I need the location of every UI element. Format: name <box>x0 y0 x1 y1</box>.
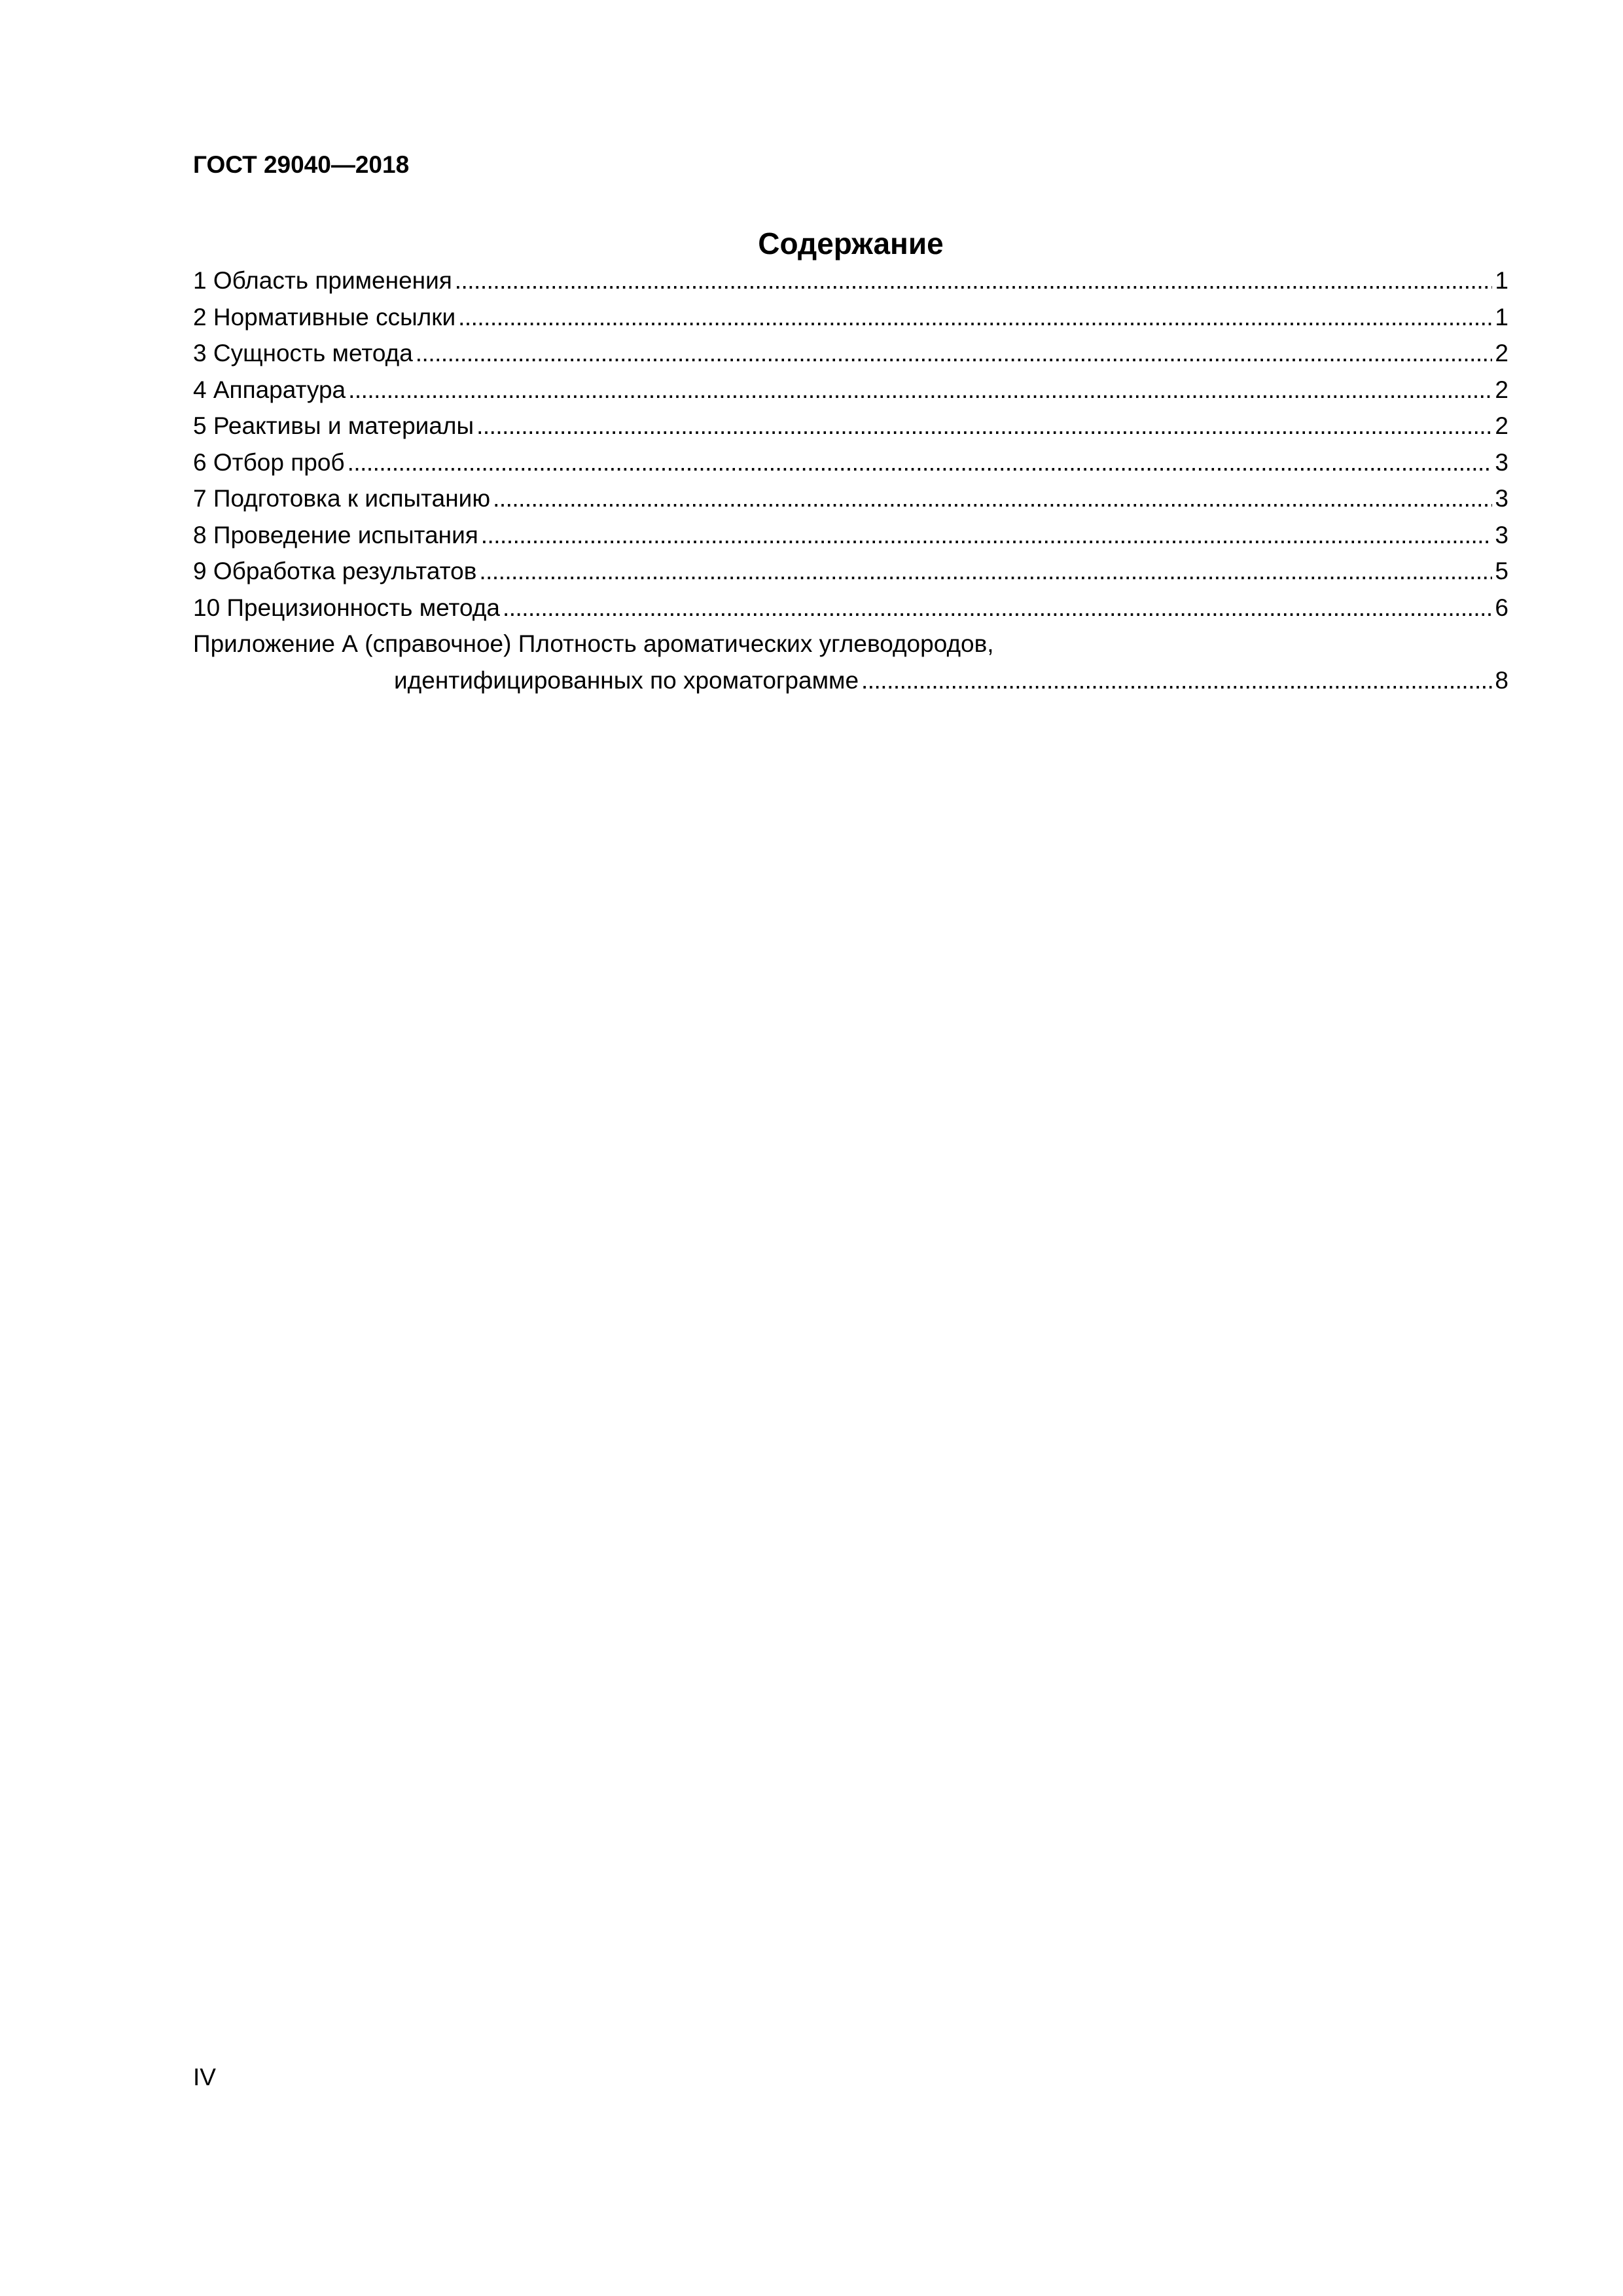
toc-entry-label: 4 Аппаратура <box>193 376 346 403</box>
toc-entry-sampling[interactable] <box>193 444 1508 481</box>
toc-entry-page: 8 <box>1495 666 1508 694</box>
toc-leader-dots <box>479 553 1492 590</box>
toc-entry-annex-a[interactable] <box>193 626 1508 698</box>
toc-entry-label: 3 Сущность метода <box>193 340 413 367</box>
toc-leader-dots <box>455 262 1493 299</box>
toc-entry-label: 1 Область применения <box>193 267 452 294</box>
toc-leader-dots <box>416 335 1493 372</box>
page-number: IV <box>193 2064 216 2090</box>
toc-leader-dots <box>476 408 1492 444</box>
toc-leader-dots <box>348 372 1492 408</box>
toc-entry-page: 1 <box>1495 267 1508 294</box>
toc-entry-page: 1 <box>1495 303 1508 331</box>
toc-entry-test-procedure[interactable] <box>193 517 1508 554</box>
toc-entry-label: 7 Подготовка к испытанию <box>193 485 491 512</box>
toc-entry-precision[interactable] <box>193 590 1508 626</box>
toc-entry-page: 3 <box>1495 521 1508 548</box>
toc-entry-label: 10 Прецизионность метода <box>193 594 500 621</box>
toc-leader-dots <box>493 480 1492 517</box>
toc-entry-page: 2 <box>1495 412 1508 439</box>
toc-entry-page: 6 <box>1495 594 1508 621</box>
toc-entry-label: 8 Проведение испытания <box>193 521 478 548</box>
toc-leader-dots <box>481 517 1493 554</box>
toc-entry-normative-references[interactable] <box>193 299 1508 336</box>
document-code: ГОСТ 29040—2018 <box>193 151 410 178</box>
toc-title: Содержание <box>758 226 944 260</box>
toc-annex-title-line1: Приложение А (справочное) Плотность ароматических углеводородов, <box>193 630 994 657</box>
toc-entry-page: 3 <box>1495 448 1508 476</box>
toc-entry-method-principle[interactable] <box>193 335 1508 372</box>
toc-entry-page: 2 <box>1495 340 1508 367</box>
table-of-contents <box>193 262 1508 698</box>
toc-entry-scope[interactable] <box>193 262 1508 299</box>
toc-entry-apparatus[interactable] <box>193 372 1508 408</box>
toc-entry-label: 9 Обработка результатов <box>193 558 477 584</box>
toc-entry-reagents[interactable] <box>193 408 1508 444</box>
toc-entry-page: 5 <box>1495 558 1508 584</box>
toc-leader-dots <box>458 299 1492 336</box>
toc-leader-dots <box>861 662 1492 699</box>
toc-entry-label: 6 Отбор проб <box>193 448 345 476</box>
toc-entry-results-processing[interactable] <box>193 553 1508 590</box>
toc-annex-title-line2-row <box>193 662 1508 699</box>
toc-entry-page: 2 <box>1495 376 1508 403</box>
toc-entry-label: 2 Нормативные ссылки <box>193 303 456 331</box>
toc-leader-dots <box>348 444 1493 481</box>
toc-entry-test-preparation[interactable] <box>193 480 1508 517</box>
toc-leader-dots <box>503 590 1492 626</box>
toc-entry-label: 5 Реактивы и материалы <box>193 412 474 439</box>
toc-entry-page: 3 <box>1495 485 1508 512</box>
toc-annex-title-line2: идентифицированных по хроматограмме <box>394 666 859 694</box>
